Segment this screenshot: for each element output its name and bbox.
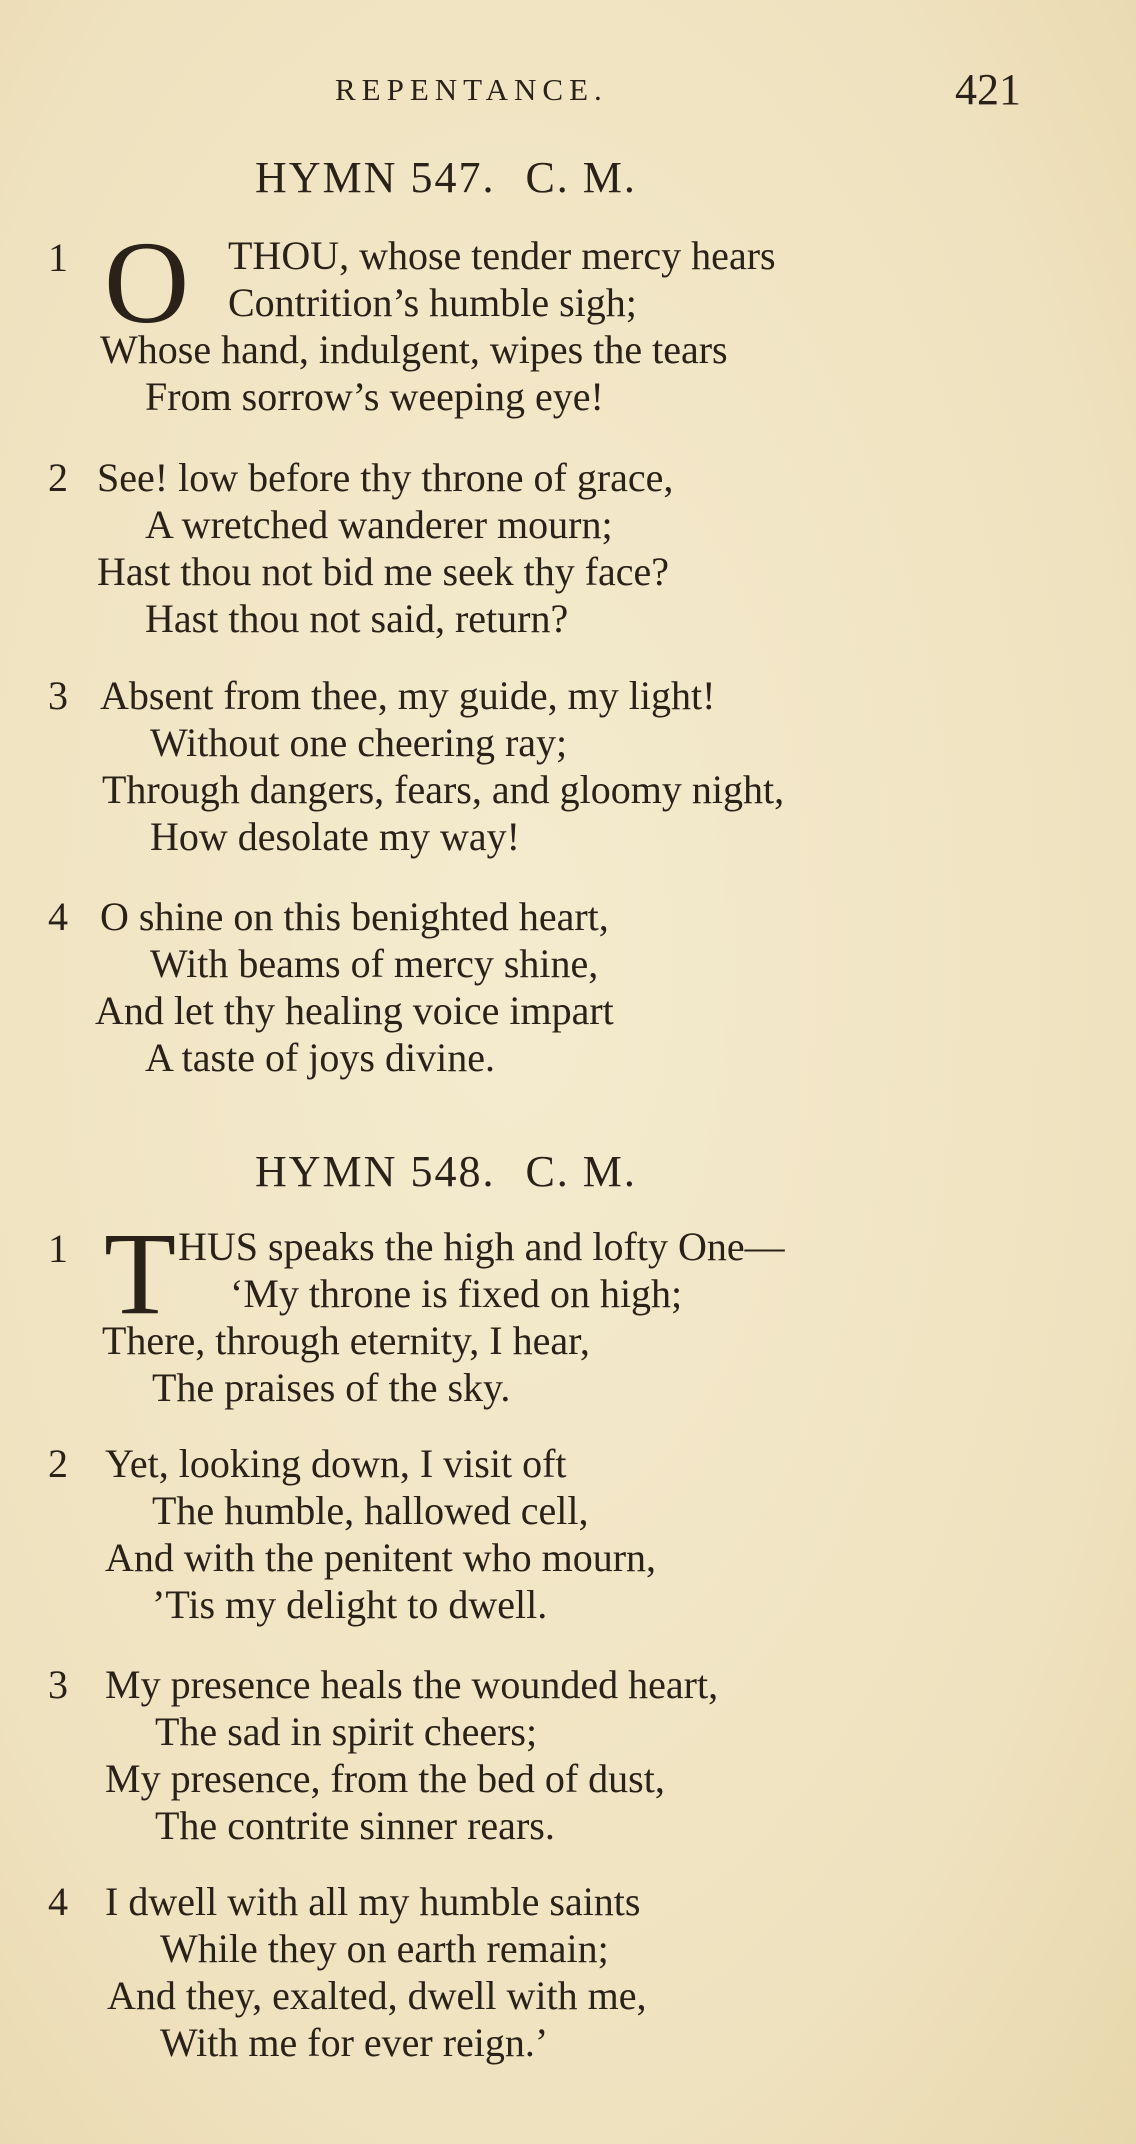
- verse-line: The praises of the sky.: [152, 1365, 511, 1410]
- hymn-number: HYMN 547.: [255, 153, 496, 202]
- verse-line: How desolate my way!: [150, 814, 520, 859]
- verse-line: THOU, whose tender mercy hears: [228, 233, 776, 278]
- verse-line: Hast thou not said, return?: [145, 596, 569, 641]
- verse-line: A wretched wanderer mourn;: [145, 502, 613, 547]
- stanza-number: 4: [48, 1879, 68, 1924]
- stanza-number: 3: [48, 1662, 68, 1707]
- verse-line: The contrite sinner rears.: [155, 1803, 555, 1848]
- verse-line: And they, exalted, dwell with me,: [107, 1973, 647, 2018]
- verse-line: With me for ever reign.’: [160, 2020, 549, 2065]
- verse-line: See! low before thy throne of grace,: [97, 455, 674, 500]
- verse-line: Hast thou not bid me seek thy face?: [97, 549, 670, 594]
- hymn-meter: C. M.: [525, 1147, 637, 1196]
- page-number: 421: [955, 65, 1021, 114]
- verse-line: My presence heals the wounded heart,: [105, 1662, 719, 1707]
- drop-cap: T: [104, 1208, 177, 1339]
- hymn-title: [255, 152, 637, 203]
- verse-line: With beams of mercy shine,: [150, 941, 599, 986]
- stanza-number: 1: [48, 1226, 68, 1271]
- verse-line: And with the penitent who mourn,: [105, 1535, 657, 1580]
- verse-line: HUS speaks the high and lofty One—: [178, 1224, 785, 1269]
- verse-line: From sorrow’s weeping eye!: [145, 374, 604, 419]
- verse-line: Whose hand, indulgent, wipes the tears: [100, 327, 728, 372]
- hymn-meter: C. M.: [525, 153, 637, 202]
- hymn-title: [255, 1146, 637, 1197]
- verse-line: Yet, looking down, I visit oft: [105, 1441, 567, 1486]
- running-head: REPENTANCE.: [335, 72, 608, 107]
- verse-line: ’Tis my delight to dwell.: [152, 1582, 548, 1627]
- stanza-number: 2: [48, 1441, 68, 1486]
- verse-line: O shine on this benighted heart,: [100, 894, 609, 939]
- stanza-number: 2: [48, 455, 68, 500]
- verse-line: There, through eternity, I hear,: [102, 1318, 590, 1363]
- verse-line: My presence, from the bed of dust,: [105, 1756, 665, 1801]
- verse-line: Through dangers, fears, and gloomy night,: [102, 767, 785, 812]
- verse-line: The sad in spirit cheers;: [155, 1709, 538, 1754]
- verse-line: I dwell with all my humble saints: [105, 1879, 641, 1924]
- stanza-number: 1: [48, 235, 68, 280]
- stanza-number: 4: [48, 894, 68, 939]
- verse-line: The humble, hallowed cell,: [152, 1488, 589, 1533]
- verse-line: Absent from thee, my guide, my light!: [100, 673, 716, 718]
- drop-cap: O: [104, 217, 190, 348]
- verse-line: Without one cheering ray;: [150, 720, 568, 765]
- verse-line: While they on earth remain;: [160, 1926, 609, 1971]
- verse-line: A taste of joys divine.: [145, 1035, 495, 1080]
- hymn-number: HYMN 548.: [255, 1147, 496, 1196]
- verse-line: ‘My throne is fixed on high;: [230, 1271, 683, 1316]
- verse-line: And let thy healing voice impart: [95, 988, 614, 1033]
- verse-line: Contrition’s humble sigh;: [228, 280, 637, 325]
- stanza-number: 3: [48, 673, 68, 718]
